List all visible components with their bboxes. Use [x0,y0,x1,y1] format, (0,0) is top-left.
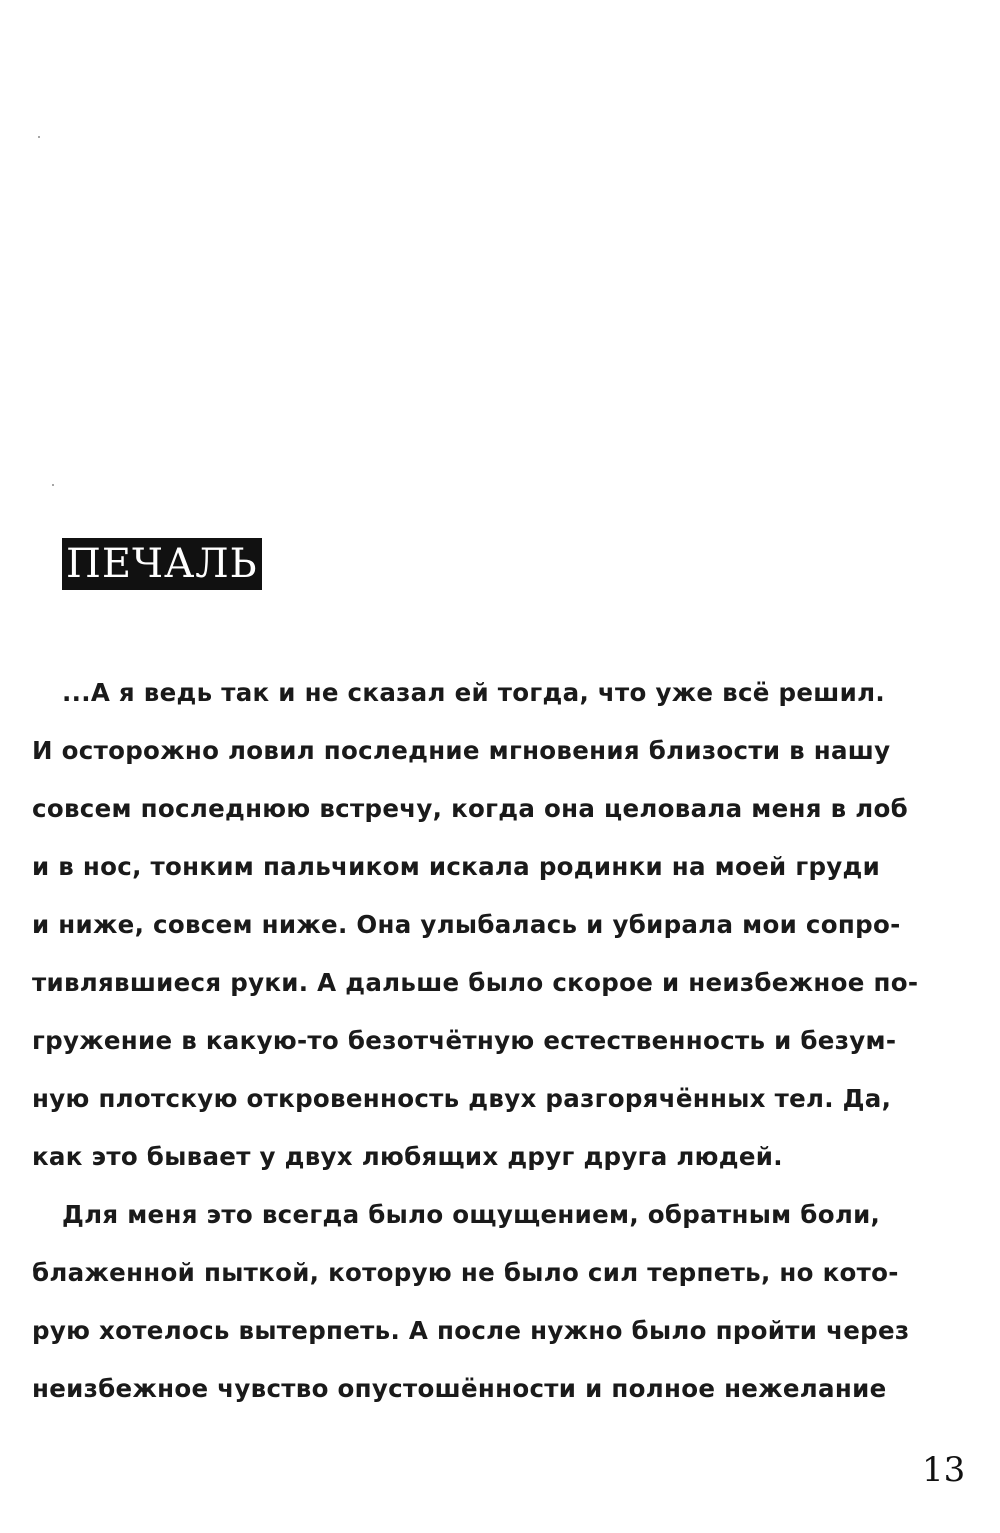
text-line: ...А я ведь так и не сказал ей тогда, что уже всё решил. [62,678,885,707]
scan-speck [52,484,54,486]
page-number: 13 [922,1450,966,1490]
text-line: тивлявшиеся руки. А дальше было скорое и неизбежное по- [32,968,919,997]
paragraph-1 [32,664,919,1186]
chapter-title: ПЕЧАЛЬ [62,538,262,590]
scan-speck [38,136,40,138]
text-line: совсем последнюю встречу, когда она целовала меня в лоб [32,794,909,823]
text-line: как это бывает у двух любящих друг друга людей. [32,1142,783,1171]
text-line: И осторожно ловил последние мгновения близости в нашу [32,736,891,765]
text-line: гружение в какую-то безотчётную естественность и безум- [32,1026,897,1055]
text-line: неизбежное чувство опустошённости и полное нежелание [32,1374,887,1403]
body-text [32,664,919,1418]
text-line: и ниже, совсем ниже. Она улыбалась и убирала мои сопро- [32,910,901,939]
text-line: и в нос, тонким пальчиком искала родинки на моей груди [32,852,881,881]
paragraph-2 [32,1186,910,1418]
text-line: блаженной пыткой, которую не было сил терпеть, но кото- [32,1258,899,1287]
text-line: рую хотелось вытерпеть. А после нужно было пройти через [32,1316,910,1345]
text-line: ную плотскую откровенность двух разгорячённых тел. Да, [32,1084,892,1113]
text-line: Для меня это всегда было ощущением, обратным боли, [62,1200,881,1229]
